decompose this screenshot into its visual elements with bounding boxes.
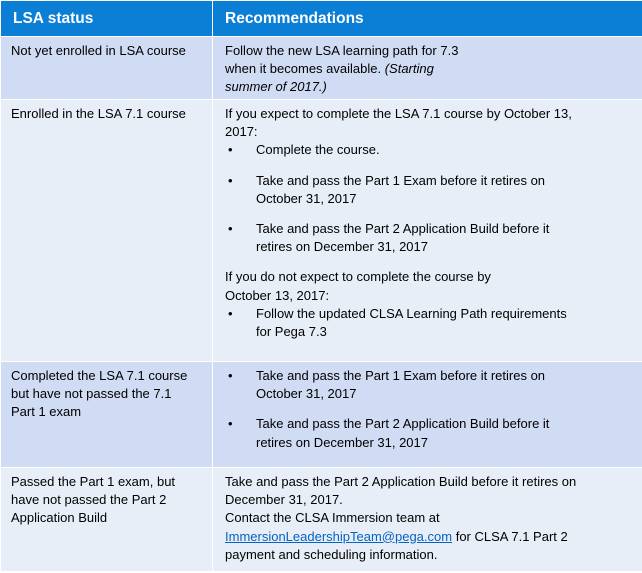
status-cell bbox=[1, 468, 213, 572]
list-item bbox=[225, 172, 632, 208]
status-text: Passed the Part 1 exam, but bbox=[11, 474, 176, 489]
bullet-text: retires on December 31, 2017 bbox=[256, 434, 428, 450]
header-lsa-status: LSA status bbox=[1, 1, 213, 37]
bullet-text: October 31, 2017 bbox=[256, 190, 357, 206]
bullet-text: Follow the updated CLSA Learning Path requirements bbox=[256, 305, 567, 321]
bullet-text: Take and pass the Part 1 Exam before it retires on bbox=[256, 172, 546, 188]
rec-line: 2017: bbox=[225, 124, 258, 140]
recommendation-cell bbox=[213, 100, 642, 362]
table-row bbox=[1, 468, 642, 572]
email-link[interactable]: ImmersionLeadershipTeam@pega.com bbox=[225, 528, 453, 544]
list-item bbox=[225, 305, 632, 341]
rec-line: If you expect to complete the LSA 7.1 course by October 13, bbox=[225, 106, 572, 121]
rec-line bbox=[225, 60, 632, 78]
rec-line: payment and scheduling information. bbox=[225, 546, 438, 562]
bullet-list bbox=[225, 141, 632, 159]
status-cell bbox=[1, 362, 213, 468]
status-text: Not yet enrolled in LSA course bbox=[11, 43, 186, 58]
rec-note: summer of 2017.) bbox=[225, 79, 327, 95]
rec-line: Take and pass the Part 2 Application Build before it retires on bbox=[225, 474, 577, 489]
list-item bbox=[225, 367, 632, 403]
bullet-text: retires on December 31, 2017 bbox=[256, 239, 428, 255]
bullet-list bbox=[225, 305, 632, 341]
rec-line: Follow the new LSA learning path for 7.3 bbox=[225, 43, 459, 58]
rec-text: when it becomes available. bbox=[225, 61, 382, 77]
rec-text: for CLSA 7.1 Part 2 bbox=[455, 528, 568, 544]
table-row bbox=[1, 37, 642, 100]
rec-line: If you do not expect to complete the course by bbox=[225, 269, 491, 285]
rec-note: (Starting bbox=[384, 61, 434, 77]
bullet-icon: • bbox=[228, 305, 233, 321]
bullet-text: for Pega 7.3 bbox=[256, 324, 327, 340]
status-text: Application Build bbox=[11, 510, 108, 526]
bullet-list bbox=[225, 415, 632, 451]
bullet-list bbox=[225, 367, 632, 403]
recommendation-cell bbox=[213, 468, 642, 572]
header-recommendations: Recommendations bbox=[213, 1, 642, 37]
bullet-icon: • bbox=[228, 142, 233, 158]
bullet-icon: • bbox=[228, 172, 233, 188]
status-text: Part 1 exam bbox=[11, 404, 82, 420]
bullet-icon: • bbox=[228, 368, 233, 383]
rec-line: Contact the CLSA Immersion team at bbox=[225, 510, 440, 526]
status-cell bbox=[1, 100, 213, 362]
recommendation-cell bbox=[213, 37, 642, 100]
bullet-text: Take and pass the Part 2 Application Build before it bbox=[256, 221, 550, 237]
status-text: but have not passed the 7.1 bbox=[11, 386, 172, 402]
list-item bbox=[225, 415, 632, 451]
list-item bbox=[225, 220, 632, 256]
recommendation-cell bbox=[213, 362, 642, 468]
table-row bbox=[1, 362, 642, 468]
status-text: Enrolled in the LSA 7.1 course bbox=[11, 106, 186, 121]
bullet-text: Complete the course. bbox=[256, 142, 380, 158]
bullet-icon: • bbox=[228, 221, 233, 237]
bullet-icon: • bbox=[228, 416, 233, 432]
bullet-list bbox=[225, 220, 632, 256]
status-cell bbox=[1, 37, 213, 100]
status-text: Completed the LSA 7.1 course bbox=[11, 368, 188, 383]
rec-line: December 31, 2017. bbox=[225, 492, 343, 508]
bullet-text: Take and pass the Part 1 Exam before it retires on bbox=[256, 368, 546, 383]
bullet-list bbox=[225, 172, 632, 208]
list-item bbox=[225, 141, 632, 159]
status-text: have not passed the Part 2 bbox=[11, 492, 167, 508]
bullet-text: Take and pass the Part 2 Application Build before it bbox=[256, 416, 550, 432]
rec-line: October 13, 2017: bbox=[225, 287, 330, 303]
rec-line bbox=[225, 528, 632, 546]
table-header-row bbox=[1, 1, 642, 37]
table-row bbox=[1, 100, 642, 362]
bullet-text: October 31, 2017 bbox=[256, 386, 357, 402]
